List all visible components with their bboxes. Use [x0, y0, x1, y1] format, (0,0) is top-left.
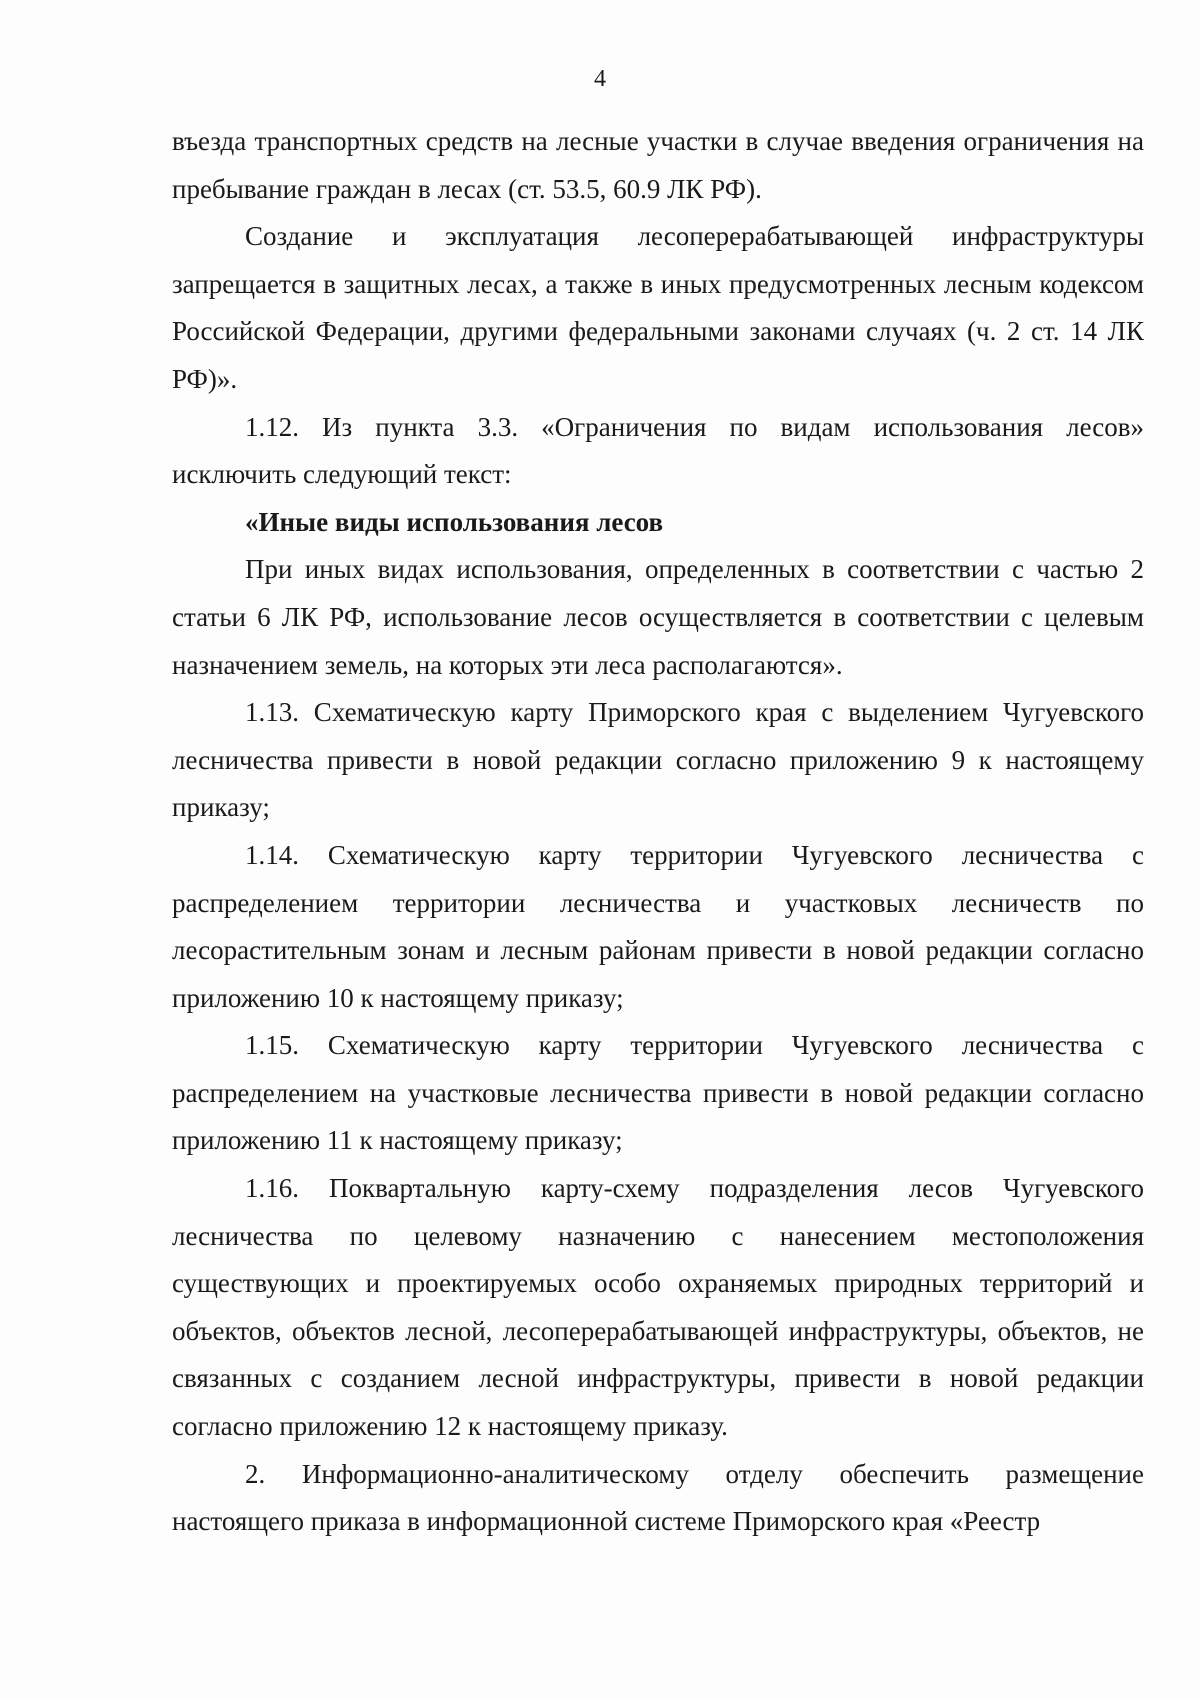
- paragraph-1-15: 1.15. Схематическую карту территории Чугуевского лесничества с распределением на участковые лесничества привести в новой редакции согласно приложению 11 к настоящему приказу;: [172, 1030, 1144, 1156]
- document-body: [172, 118, 1144, 1546]
- paragraph-continuation: въезда транспортных средств на лесные участки в случае введения ограничения на пребывание граждан в лесах (ст. 53.5, 60.9 ЛК РФ).: [172, 126, 1144, 204]
- paragraph-other-uses: При иных видах использования, определенных в соответствии с частью 2 статьи 6 ЛК РФ, использование лесов осуществляется в соответствии с целевым назначением земель, на которых эти леса располагаются».: [172, 554, 1144, 680]
- quoted-heading: «Иные виды использования лесов: [245, 506, 664, 537]
- page-number: 4: [594, 66, 606, 92]
- paragraph-1-14: 1.14. Схематическую карту территории Чугуевского лесничества с распределением территории лесничества и участковых лесничеств по лесорастительным зонам и лесным районам привести в новой редакции согласно приложению 10 к настоящему приказу;: [172, 839, 1144, 1013]
- paragraph-1-12: 1.12. Из пункта 3.3. «Ограничения по видам использования лесов» исключить следующий текст:: [172, 411, 1144, 490]
- paragraph-2: 2. Информационно-аналитическому отделу обеспечить размещение настоящего приказа в информационной системе Приморского края «Реестр: [172, 1458, 1144, 1537]
- paragraph-infrastructure-ban: Создание и эксплуатация лесоперерабатывающей инфраструктуры запрещается в защитных лесах, а также в иных предусмотренных лесным кодексом Российской Федерации, другими федеральными законами случаях (ч. 2 ст. 14 ЛК РФ)».: [172, 221, 1144, 394]
- paragraph-1-13: 1.13. Схематическую карту Приморского края с выделением Чугуевского лесничества привести в новой редакции согласно приложению 9 к настоящему приказу;: [172, 697, 1144, 823]
- paragraph-1-16: 1.16. Поквартальную карту-схему подразделения лесов Чугуевского лесничества по целевому назначению с нанесением местоположения существующих и проектируемых особо охраняемых природных территорий и объектов, объектов лесной, лесоперерабатывающей инфраструктуры, объектов, не связанных с созданием лесной инфраструктуры, привести в новой редакции согласно приложению 12 к настоящему приказу.: [172, 1173, 1144, 1442]
